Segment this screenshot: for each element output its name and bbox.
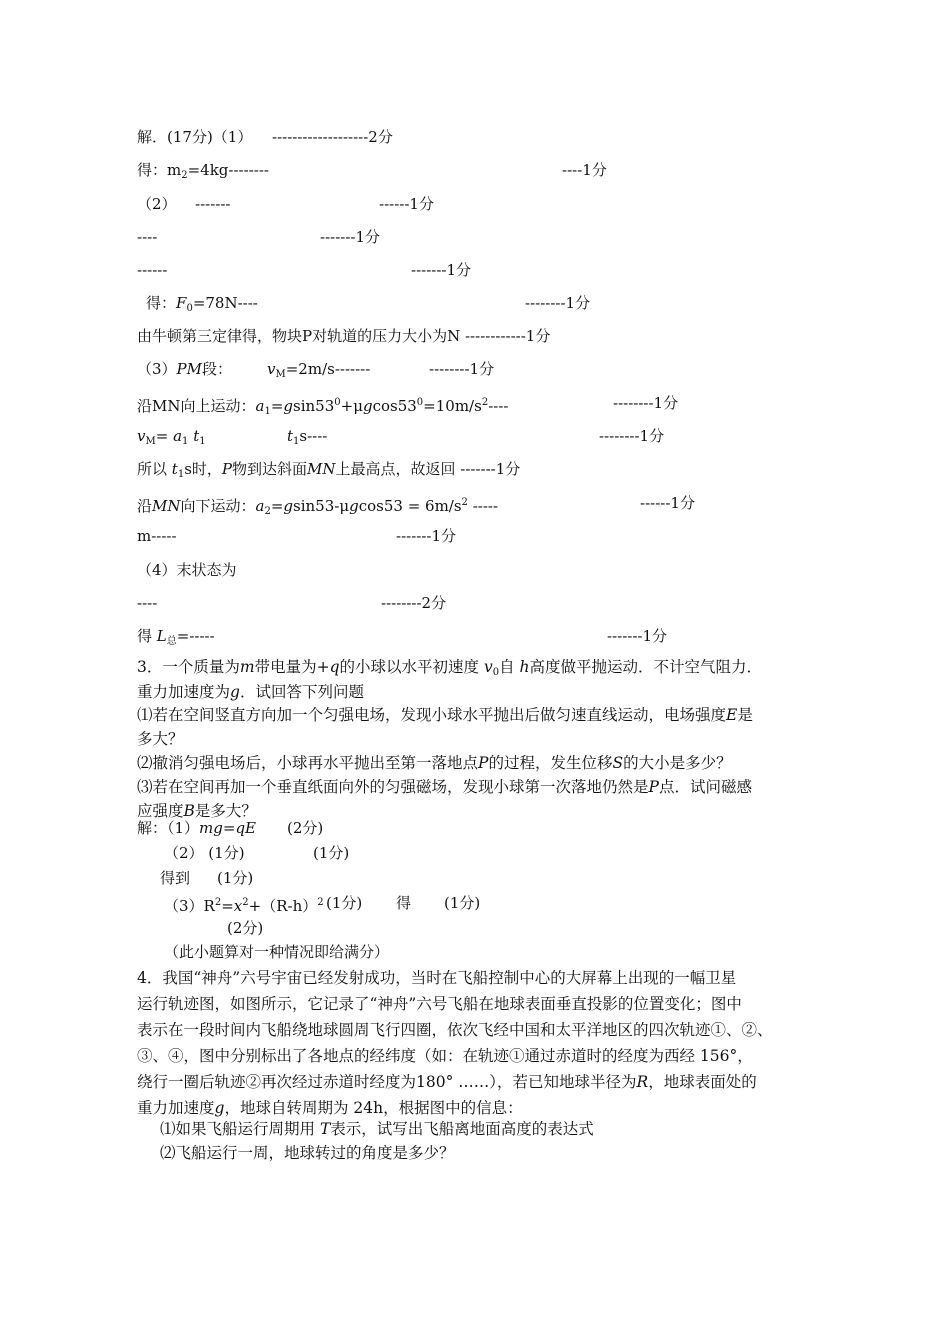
solution-line-13 xyxy=(137,526,637,546)
text: 点．试问磁感 xyxy=(658,778,752,796)
subscript: M xyxy=(145,436,156,447)
subscript: 1 xyxy=(177,469,185,480)
variable: E xyxy=(726,706,738,724)
variable: S xyxy=(612,754,624,772)
text: ，地球自转周期为 24h，根据图中的信息： xyxy=(224,1099,523,1117)
text: m----- xyxy=(137,527,177,545)
solution-line-11 xyxy=(137,459,520,485)
variable: h xyxy=(519,658,530,676)
text: 是多大？ xyxy=(194,802,257,820)
text: 应强度 xyxy=(137,802,184,820)
variable: m xyxy=(239,658,255,676)
problem-4-line-2 xyxy=(137,992,742,1016)
text: 得 xyxy=(396,894,412,912)
text: 沿MN向上运动： xyxy=(137,397,256,415)
text: 高度做平抛运动．不计空气阻力． xyxy=(529,658,763,676)
text: = xyxy=(270,497,284,515)
text: （3）R xyxy=(164,897,215,915)
text: ，地球表面处的 xyxy=(648,1073,757,1091)
score: ------1分 xyxy=(379,195,434,213)
solution-line-3 xyxy=(137,194,637,214)
variable: g xyxy=(283,397,294,415)
problem-3-subquestion-2 xyxy=(137,751,732,775)
text: cos53 xyxy=(372,397,417,415)
text: 自 xyxy=(499,658,520,676)
score: -------1分 xyxy=(411,261,472,279)
variable: v xyxy=(267,360,276,378)
solution-line-2 xyxy=(137,160,637,186)
score: (2分) xyxy=(287,819,324,837)
subscript: 1 xyxy=(182,436,189,447)
solution-line-12 xyxy=(137,493,737,522)
text: 物到达斜面 xyxy=(231,460,307,478)
score: -------1分 xyxy=(320,228,381,246)
variable: a xyxy=(255,397,265,415)
score: --------1分 xyxy=(613,394,679,412)
variable: g xyxy=(362,397,373,415)
solution-line-7 xyxy=(137,326,550,346)
score: -------1分 xyxy=(396,527,457,545)
text: 所以 xyxy=(137,460,172,478)
subscript: 0 xyxy=(492,667,500,678)
problem-3-answer-2 xyxy=(164,843,564,863)
variable: MN xyxy=(152,497,181,515)
subscript: 1 xyxy=(264,406,271,417)
problem-3-subquestion-1 xyxy=(137,703,753,727)
variable: P xyxy=(648,778,659,796)
text: ------- xyxy=(195,195,231,213)
score: (1分) xyxy=(217,869,254,887)
text: 运行轨迹图，如图所示，它记录了“神舟”六号飞船在地球表面垂直投影的位置变化；图中 xyxy=(137,995,742,1013)
variable: g xyxy=(214,1099,225,1117)
superscript: 2 xyxy=(461,497,468,508)
solution-line-14 xyxy=(137,560,237,580)
text: 3．一个质量为 xyxy=(137,658,240,676)
text: 的小球以水平初速度 xyxy=(339,658,484,676)
subscript: 0 xyxy=(186,303,193,314)
problem-3-statement-line-2 xyxy=(137,680,364,704)
score: (1分) xyxy=(444,894,481,912)
subscript: 1 xyxy=(293,436,300,447)
text: （2） (1分) xyxy=(164,844,245,862)
variable: v xyxy=(483,658,493,676)
variable: g xyxy=(230,683,240,701)
text: ⑵飞船运行一周，地球转过的角度是多少？ xyxy=(160,1144,455,1162)
text: ③、④，图中分别标出了各地点的经纬度（如：在轨迹①通过赤道时的经度为西经 156°， xyxy=(137,1047,753,1065)
variable: P xyxy=(221,460,232,478)
variable: P xyxy=(478,754,489,772)
problem-4-line-4 xyxy=(137,1044,753,1068)
variable: L xyxy=(156,627,167,645)
subscript: 2 xyxy=(181,170,188,181)
text: 带电量为+ xyxy=(254,658,330,676)
variable: a xyxy=(173,427,183,445)
text: = xyxy=(155,427,174,445)
text: 沿 xyxy=(137,497,153,515)
text: 多大？ xyxy=(137,730,184,748)
text: =4kg-------- xyxy=(187,161,269,179)
text: 由牛顿第三定律得，物块P对轨道的压力大小为N ------------1分 xyxy=(137,327,551,345)
superscript: 2 xyxy=(214,897,222,908)
score: -------------------2分 xyxy=(272,128,393,146)
superscript: 2 xyxy=(481,397,489,408)
text: 4．我国“神舟”六号宇宙已经发射成功，当时在飞船控制中心的大屏幕上出现的一幅卫星 xyxy=(137,969,737,987)
text: sin53 xyxy=(293,397,335,415)
text: ---- xyxy=(488,397,509,415)
text: ⑵撤消匀强电场后，小球再水平抛出至第一落地点 xyxy=(137,754,479,772)
text: 解：（1） xyxy=(137,819,200,837)
text: =----- xyxy=(176,627,215,645)
text: 重力加速度 xyxy=(137,1099,215,1117)
text: 的过程，发生位移 xyxy=(488,754,613,772)
text: 向下运动： xyxy=(180,497,256,515)
score: (1分) xyxy=(313,844,350,862)
variable: q xyxy=(329,658,340,676)
variable: F xyxy=(176,294,187,312)
text: ⑴如果飞船运行周期用 xyxy=(160,1120,320,1138)
variable: g xyxy=(283,497,294,515)
text: cos53 = 6m/s xyxy=(358,497,462,515)
superscript: 2 xyxy=(317,897,324,908)
text: ---- xyxy=(137,594,158,612)
text: 得到 xyxy=(160,869,191,887)
text: 得 xyxy=(137,627,157,645)
text: = xyxy=(221,897,234,915)
variable: t xyxy=(171,460,178,478)
score: -------1分 xyxy=(607,627,668,645)
problem-3-answer-5 xyxy=(227,918,263,938)
variable: MN xyxy=(307,460,336,478)
superscript: 0 xyxy=(416,397,424,408)
variable: R xyxy=(636,1073,649,1091)
problem-4-subquestion-1 xyxy=(160,1117,594,1141)
variable: T xyxy=(319,1120,331,1138)
variable: t xyxy=(287,427,294,445)
problem-4-line-1 xyxy=(137,966,736,990)
solution-line-9 xyxy=(137,393,737,422)
subscript: 1 xyxy=(199,436,206,447)
problem-3-subquestion-1-cont xyxy=(137,727,184,751)
text: 解．(17分)（1） xyxy=(137,128,253,146)
text: （此小题算对一种情况即给满分） xyxy=(164,943,390,961)
text: s时， xyxy=(184,460,222,478)
problem-4-subquestion-2 xyxy=(160,1141,455,1165)
score: ----1分 xyxy=(562,161,607,179)
text: （4）末状态为 xyxy=(137,561,237,579)
problem-4-line-5 xyxy=(137,1070,757,1094)
formula: mg=qE xyxy=(199,819,256,837)
text: 绕行一圈后轨迹②再次经过赤道时经度为180° ……），若已知地球半径为 xyxy=(137,1073,637,1091)
text: 得： xyxy=(146,294,177,312)
text: ------ xyxy=(137,261,168,279)
variable: a xyxy=(255,497,265,515)
score: (1分) xyxy=(326,894,363,912)
text: 得：m xyxy=(137,161,182,179)
subscript: 总 xyxy=(166,636,177,647)
text: +μ xyxy=(340,397,363,415)
text: （3） xyxy=(137,360,177,378)
solution-line-10 xyxy=(137,426,737,452)
score: --------1分 xyxy=(599,427,665,445)
text: ⑶若在空间再加一个垂直纸面向外的匀强磁场，发现小球第一次落地仍然是 xyxy=(137,778,649,796)
text: sin53-μ xyxy=(293,497,350,515)
superscript: 2 xyxy=(242,897,249,908)
text: s---- xyxy=(299,427,328,445)
text: （2） xyxy=(137,195,177,213)
solution-line-1 xyxy=(137,127,393,147)
text: +（R-h） xyxy=(248,897,318,915)
text: 的大小是多少？ xyxy=(623,754,732,772)
text: =10m/s xyxy=(423,397,482,415)
text: 表示在一段时间内飞船绕地球圆周飞行四圈，依次飞经中国和太平洋地区的四次轨迹①、②、 xyxy=(137,1021,773,1039)
variable: g xyxy=(349,497,359,515)
text: 段： xyxy=(202,360,233,378)
text: 重力加速度为 xyxy=(137,683,231,701)
solution-line-5 xyxy=(137,260,637,280)
score: --------2分 xyxy=(381,594,447,612)
text: =2m/s------- xyxy=(285,360,371,378)
problem-3-answer-3 xyxy=(160,868,560,888)
subscript: M xyxy=(275,369,286,380)
text: ---- xyxy=(137,228,158,246)
solution-line-15 xyxy=(137,593,637,613)
variable: t xyxy=(193,427,200,445)
problem-4-line-3 xyxy=(137,1018,773,1042)
text: 上最高点，故返回 -------1分 xyxy=(335,460,521,478)
variable: B xyxy=(183,802,195,820)
text: 表示，试写出飞船离地面高度的表达式 xyxy=(330,1120,594,1138)
score: (2分) xyxy=(227,919,264,937)
variable: v xyxy=(137,427,146,445)
variable: x xyxy=(233,897,243,915)
score: --------1分 xyxy=(429,360,495,378)
solution-line-6 xyxy=(146,293,646,319)
text: 是 xyxy=(737,706,753,724)
score: ------1分 xyxy=(640,494,695,512)
superscript: 0 xyxy=(334,397,341,408)
text: ----- xyxy=(467,497,499,515)
solution-line-4 xyxy=(137,227,637,247)
score: --------1分 xyxy=(525,294,591,312)
problem-3-subquestion-3 xyxy=(137,775,752,799)
subscript: 2 xyxy=(264,506,271,517)
problem-3-answer-4 xyxy=(164,893,564,916)
solution-line-16 xyxy=(137,626,737,652)
text: ．试回答下列问题 xyxy=(239,683,364,701)
solution-line-8 xyxy=(137,359,637,379)
text: =78N---- xyxy=(192,294,258,312)
text: ⑴若在空间竖直方向加一个匀强电场，发现小球水平抛出后做匀速直线运动，电场强度 xyxy=(137,706,727,724)
problem-3-answer-1 xyxy=(137,818,537,838)
problem-3-note xyxy=(164,942,389,962)
text: = xyxy=(270,397,284,415)
variable: PM xyxy=(176,360,202,378)
